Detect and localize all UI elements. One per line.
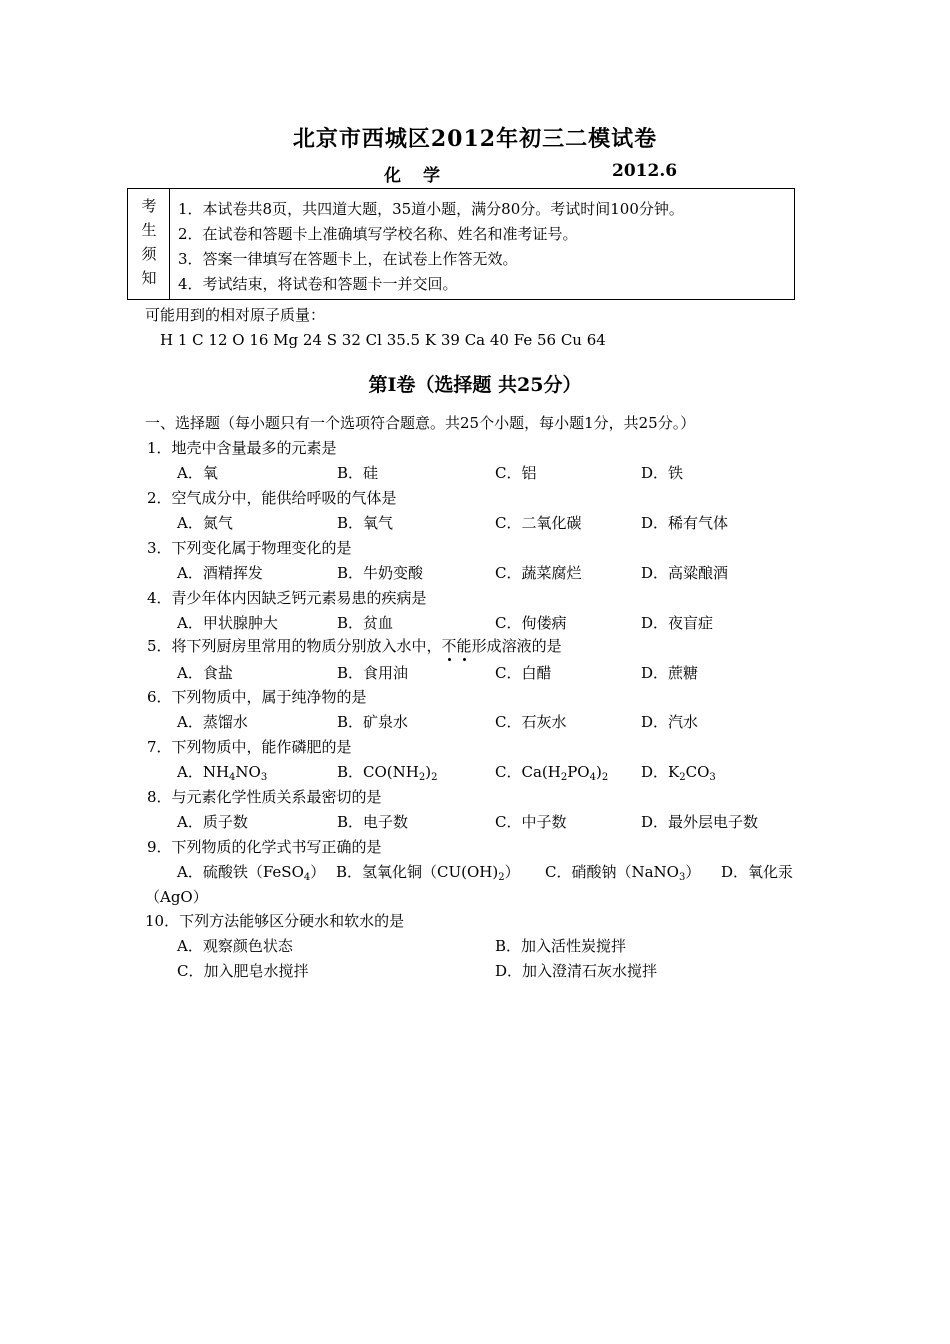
option-c: C．中子数 — [495, 813, 567, 831]
option-a: A．酒精挥发 — [177, 564, 263, 582]
option-b: B．加入活性炭搅拌 — [495, 937, 627, 955]
notice-item: 2．在试卷和答题卡上准确填写学校名称、姓名和准考证号。 — [178, 225, 578, 243]
formula-text: ） — [310, 863, 326, 881]
option-d: D．稀有气体 — [641, 514, 729, 532]
question-stem: 9．下列物质的化学式书写正确的是 — [147, 838, 382, 856]
option-a — [177, 762, 267, 782]
option-c: C．白醋 — [495, 664, 552, 682]
option-b: B．贫血 — [337, 614, 394, 632]
part-intro: 一、选择题（每小题只有一个选项符合题意。共25个小题，每小题1分，共25分。） — [145, 414, 696, 432]
notice-label-char: 知 — [141, 269, 157, 287]
formula-text: ) — [595, 763, 602, 781]
formula-sub: 2 — [679, 772, 686, 783]
notice-items — [178, 197, 684, 297]
page-title: 北京市西城区2012年初三二模试卷 — [292, 126, 658, 152]
exam-date: 2012.6 — [612, 161, 678, 181]
notice-label-char: 生 — [141, 221, 157, 239]
option-a: A．氮气 — [177, 514, 233, 532]
formula-text: A．NH — [177, 763, 230, 781]
formula-sub: 2 — [431, 772, 438, 783]
option-a — [177, 862, 325, 882]
option-c: C．蔬菜腐烂 — [495, 564, 582, 582]
subtitle-line — [0, 161, 950, 185]
question-stem: 1．地壳中含量最多的元素是 — [147, 439, 337, 457]
formula-text: PO — [567, 763, 590, 781]
option-b: B．电子数 — [337, 813, 409, 831]
atomic-mass-label: 可能用到的相对原子质量： — [145, 306, 326, 324]
option-c — [545, 862, 700, 882]
option-d: D．氧化汞 — [721, 863, 794, 881]
formula-text: B．CO(NH — [337, 763, 419, 781]
stem-text: 5．将下列厨房里常用的物质分别放入水中， — [147, 637, 442, 655]
question-stem: 7．下列物质中，能作磷肥的是 — [147, 738, 352, 756]
stem-text: 形成溶液的是 — [471, 637, 562, 655]
option-a: A．质子数 — [177, 813, 248, 831]
option-b — [336, 862, 520, 882]
option-c — [495, 762, 608, 782]
formula-text: C．Ca(H — [495, 763, 561, 781]
emphasis-text: 不能 — [441, 637, 472, 655]
formula-sub: 3 — [709, 772, 716, 783]
formula-sub: 2 — [560, 772, 568, 783]
option-c: C．铝 — [495, 464, 537, 482]
formula-sub: 4 — [589, 772, 596, 783]
option-d: D．铁 — [641, 464, 684, 482]
option-a: A．观察颜色状态 — [177, 937, 293, 955]
option-b: B．矿泉水 — [337, 713, 409, 731]
option-c: C．佝偻病 — [495, 614, 567, 632]
formula-text: ） — [504, 863, 520, 881]
option-d — [641, 762, 716, 782]
emphasis-dot — [463, 658, 466, 661]
option-a: A．氧 — [177, 464, 218, 482]
exam-notice-box — [127, 188, 795, 300]
notice-label-char: 考 — [141, 197, 157, 215]
emphasis-dotted — [442, 637, 472, 655]
notice-label — [128, 189, 170, 299]
formula-sub: 3 — [260, 772, 268, 783]
option-b — [337, 762, 437, 782]
formula-sub: 2 — [498, 872, 505, 883]
formula-text: NO — [235, 763, 261, 781]
option-a: A．甲状腺肿大 — [177, 614, 278, 632]
formula-text: ) — [425, 763, 432, 781]
option-c: C．石灰水 — [495, 713, 567, 731]
formula-sub: 3 — [678, 872, 686, 883]
subject-label: 化学 — [384, 166, 462, 186]
question-stem: 10．下列方法能够区分硬水和软水的是 — [145, 912, 405, 930]
formula-text: A．硫酸铁（FeSO — [177, 863, 304, 881]
option-d: D．汽水 — [641, 713, 699, 731]
question-stem: 3．下列变化属于物理变化的是 — [147, 539, 352, 557]
option-b: B．食用油 — [337, 664, 409, 682]
formula-sub: 4 — [303, 872, 311, 883]
formula-text: D．K — [641, 763, 680, 781]
question-stem: 2．空气成分中，能供给呼吸的气体是 — [147, 489, 397, 507]
formula-text: C．硝酸钠（NaNO — [545, 863, 679, 881]
option-d: D．加入澄清石灰水搅拌 — [495, 962, 658, 980]
option-c: C．二氧化碳 — [495, 514, 582, 532]
option-b: B．氧气 — [337, 514, 394, 532]
notice-item: 4．考试结束，将试卷和答题卡一并交回。 — [178, 275, 458, 293]
question-stem — [147, 636, 562, 656]
formula-sub: 4 — [229, 772, 236, 783]
option-d-continued: （AgO） — [145, 888, 208, 906]
option-b: B．硅 — [337, 464, 379, 482]
emphasis-dot — [448, 658, 451, 661]
option-b: B．牛奶变酸 — [337, 564, 424, 582]
option-a: A．食盐 — [177, 664, 233, 682]
option-d: D．蔗糖 — [641, 664, 699, 682]
question-stem: 4．青少年体内因缺乏钙元素易患的疾病是 — [147, 589, 427, 607]
option-d: D．高粱酿酒 — [641, 564, 729, 582]
formula-text: CO — [685, 763, 710, 781]
formula-sub: 2 — [418, 772, 426, 783]
notice-label-char: 须 — [141, 245, 157, 263]
option-c: C．加入肥皂水搅拌 — [177, 962, 309, 980]
question-stem: 8．与元素化学性质关系最密切的是 — [147, 788, 382, 806]
atomic-mass-values: H 1 C 12 O 16 Mg 24 S 32 Cl 35.5 K 39 Ca 40 Fe 56 Cu 64 — [160, 331, 606, 349]
formula-sub: 2 — [601, 772, 609, 783]
option-d: D．夜盲症 — [641, 614, 714, 632]
notice-item: 3．答案一律填写在答题卡上，在试卷上作答无效。 — [178, 250, 518, 268]
option-d: D．最外层电子数 — [641, 813, 759, 831]
formula-text: ） — [685, 863, 701, 881]
notice-item: 1．本试卷共8页，共四道大题，35道小题，满分80分。考试时间100分钟。 — [178, 200, 684, 218]
section-title: 第Ⅰ卷（选择题 共25分） — [368, 374, 582, 396]
formula-text: B．氢氧化铜（CU(OH) — [336, 863, 499, 881]
question-stem: 6．下列物质中，属于纯净物的是 — [147, 688, 367, 706]
option-a: A．蒸馏水 — [177, 713, 248, 731]
